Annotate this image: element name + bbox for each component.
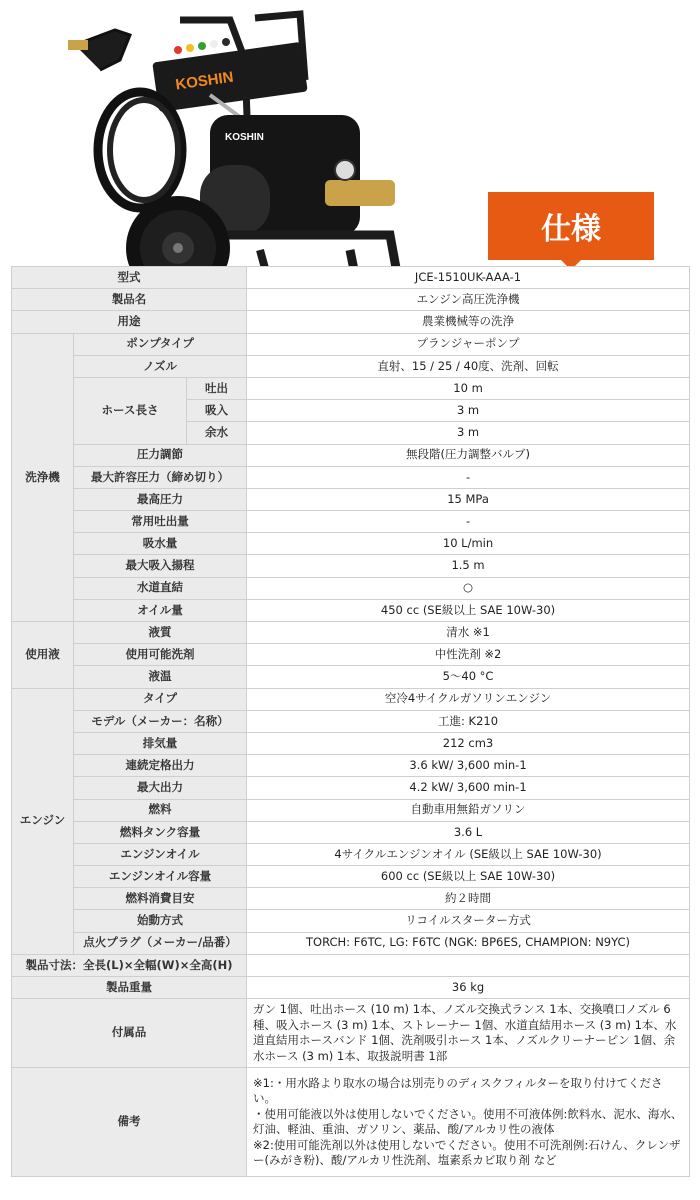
max-allowable-pressure-value: - [247, 466, 690, 488]
continuous-output-label: 連続定格出力 [74, 755, 247, 777]
model-value: JCE-1510UK-AAA-1 [247, 267, 690, 289]
liquid-group-label: 使用液 [12, 622, 74, 689]
table-row [12, 333, 690, 355]
weight-value: 36 kg [247, 977, 690, 999]
engine-group-label: エンジン [12, 688, 74, 954]
table-row [12, 688, 690, 710]
continuous-output-value: 3.6 kW/ 3,600 min-1 [247, 755, 690, 777]
table-row [12, 799, 690, 821]
table-row [12, 843, 690, 865]
start-method-value: リコイルスターター方式 [247, 910, 690, 932]
table-row [12, 622, 690, 644]
fuel-consumption-label: 燃料消費目安 [74, 888, 247, 910]
max-pressure-value: 15 MPa [247, 488, 690, 510]
hose-outlet-label: 吐出 [187, 377, 247, 399]
nozzle-value: 直射、15 / 25 / 40度、洗剤、回転 [247, 355, 690, 377]
spark-plug-value: TORCH: F6TC, LG: F6TC (NGK: BP6ES, CHAMPION: N9YC) [247, 932, 690, 954]
table-row [12, 1068, 690, 1177]
table-row [12, 267, 690, 289]
detergent-label: 使用可能洗剤 [74, 644, 247, 666]
model-label: 型式 [12, 267, 247, 289]
fuel-consumption-value: 約２時間 [247, 888, 690, 910]
table-row [12, 666, 690, 688]
hose-intake-label: 吸入 [187, 400, 247, 422]
pump-type-label: ポンプタイプ [74, 333, 247, 355]
product-name-label: 製品名 [12, 289, 247, 311]
table-row [12, 866, 690, 888]
table-row [12, 977, 690, 999]
table-row [12, 710, 690, 732]
note-3: ※2:使用可能洗剤以外は使用しないでください。使用不可洗剤例:石けん、クレンザー(みがき粉)、酸/アルカリ性洗剤、塩素系カビ取り剤 など [253, 1137, 681, 1168]
note-1: ※1:・用水路より取水の場合は別売りのディスクフィルターを取り付けてください。 [253, 1075, 663, 1106]
dimensions-label: 製品寸法：全長(L)×全幅(W)×全高(H) [12, 954, 247, 976]
table-row [12, 533, 690, 555]
engine-label: KOSHIN [225, 132, 264, 143]
pressure-adjust-label: 圧力調節 [74, 444, 247, 466]
table-row [12, 954, 690, 976]
table-row [12, 821, 690, 843]
max-output-label: 最大出力 [74, 777, 247, 799]
brand-plate: KOSHIN [174, 68, 235, 94]
engine-oil-label: エンジンオイル [74, 843, 247, 865]
water-intake-label: 吸水量 [74, 533, 247, 555]
usage-value: 農業機械等の洗浄 [247, 311, 690, 333]
displacement-value: 212 cm3 [247, 732, 690, 754]
table-row [12, 888, 690, 910]
engine-oil-capacity-label: エンジンオイル容量 [74, 866, 247, 888]
engine-model-value: 工進: K210 [247, 710, 690, 732]
table-row [12, 999, 690, 1068]
table-row [12, 910, 690, 932]
table-row [12, 289, 690, 311]
max-allowable-pressure-label: 最大許容圧力（締め切り） [74, 466, 247, 488]
product-name-value: エンジン高圧洗浄機 [247, 289, 690, 311]
notes-value [247, 1068, 690, 1177]
note-2: ・使用可能液以外は使用しないでください。使用不可液体例:飲料水、泥水、海水、灯油、軽油、重油、ガソリン、薬品、酸/アルカリ性の液体 [253, 1106, 683, 1137]
fuel-value: 自動車用無鉛ガソリン [247, 799, 690, 821]
engine-type-value: 空冷4サイクルガソリンエンジン [247, 688, 690, 710]
max-output-value: 4.2 kW/ 3,600 min-1 [247, 777, 690, 799]
pressure-adjust-value: 無段階(圧力調整バルブ) [247, 444, 690, 466]
washer-group-label: 洗浄機 [12, 333, 74, 621]
oil-amount-label: オイル量 [74, 599, 247, 621]
detergent-value: 中性洗剤 ※2 [247, 644, 690, 666]
dimensions-value [247, 954, 690, 976]
table-row [12, 444, 690, 466]
hose-length-label: ホース長さ [74, 377, 187, 444]
tap-direct-value: ○ [247, 577, 690, 599]
spec-badge: 仕様 [488, 192, 654, 260]
table-row [12, 932, 690, 954]
table-row [12, 577, 690, 599]
table-row [12, 377, 690, 399]
fuel-tank-label: 燃料タンク容量 [74, 821, 247, 843]
liquid-temp-value: 5〜40 °C [247, 666, 690, 688]
liquid-quality-label: 液質 [74, 622, 247, 644]
table-row [12, 488, 690, 510]
spec-table [11, 266, 690, 1177]
liquid-temp-label: 液温 [74, 666, 247, 688]
usage-label: 用途 [12, 311, 247, 333]
table-row [12, 755, 690, 777]
pump-type-value: プランジャーポンプ [247, 333, 690, 355]
hose-outlet-value: 10 m [247, 377, 690, 399]
discharge-flow-label: 常用吐出量 [74, 511, 247, 533]
oil-amount-value: 450 cc (SE級以上 SAE 10W-30) [247, 599, 690, 621]
discharge-flow-value: - [247, 511, 690, 533]
table-row [12, 311, 690, 333]
start-method-label: 始動方式 [74, 910, 247, 932]
table-row [12, 511, 690, 533]
table-row [12, 555, 690, 577]
spark-plug-label: 点火プラグ（メーカー/品番） [74, 932, 247, 954]
hose-excess-label: 余水 [187, 422, 247, 444]
weight-label: 製品重量 [12, 977, 247, 999]
fuel-label: 燃料 [74, 799, 247, 821]
table-row [12, 466, 690, 488]
displacement-label: 排気量 [74, 732, 247, 754]
fuel-tank-value: 3.6 L [247, 821, 690, 843]
table-row [12, 644, 690, 666]
suction-lift-label: 最大吸入揚程 [74, 555, 247, 577]
table-row [12, 777, 690, 799]
suction-lift-value: 1.5 m [247, 555, 690, 577]
engine-model-label: モデル（メーカー：名称） [74, 710, 247, 732]
engine-oil-value: 4サイクルエンジンオイル (SE級以上 SAE 10W-30) [247, 843, 690, 865]
max-pressure-label: 最高圧力 [74, 488, 247, 510]
water-intake-value: 10 L/min [247, 533, 690, 555]
accessories-value: ガン 1個、吐出ホース (10 m) 1本、ノズル交換式ランス 1本、交換噴口ノズル 6種、吸入ホース (3 m) 1本、ストレーナー 1個、水道直結用ホース (3 m) 1本、水道直結用ホースバンド 1個、洗剤吸引ホース 1本、ノズルクリーナーピン 1個、余水ホース (3 m) 1本、取扱説明書 1部 [247, 999, 690, 1068]
accessories-label: 付属品 [12, 999, 247, 1068]
engine-type-label: タイプ [74, 688, 247, 710]
table-row [12, 355, 690, 377]
notes-label: 備考 [12, 1068, 247, 1177]
nozzle-label: ノズル [74, 355, 247, 377]
table-row [12, 599, 690, 621]
hose-intake-value: 3 m [247, 400, 690, 422]
liquid-quality-value: 清水 ※1 [247, 622, 690, 644]
hose-excess-value: 3 m [247, 422, 690, 444]
table-row [12, 732, 690, 754]
tap-direct-label: 水道直結 [74, 577, 247, 599]
engine-oil-capacity-value: 600 cc (SE級以上 SAE 10W-30) [247, 866, 690, 888]
